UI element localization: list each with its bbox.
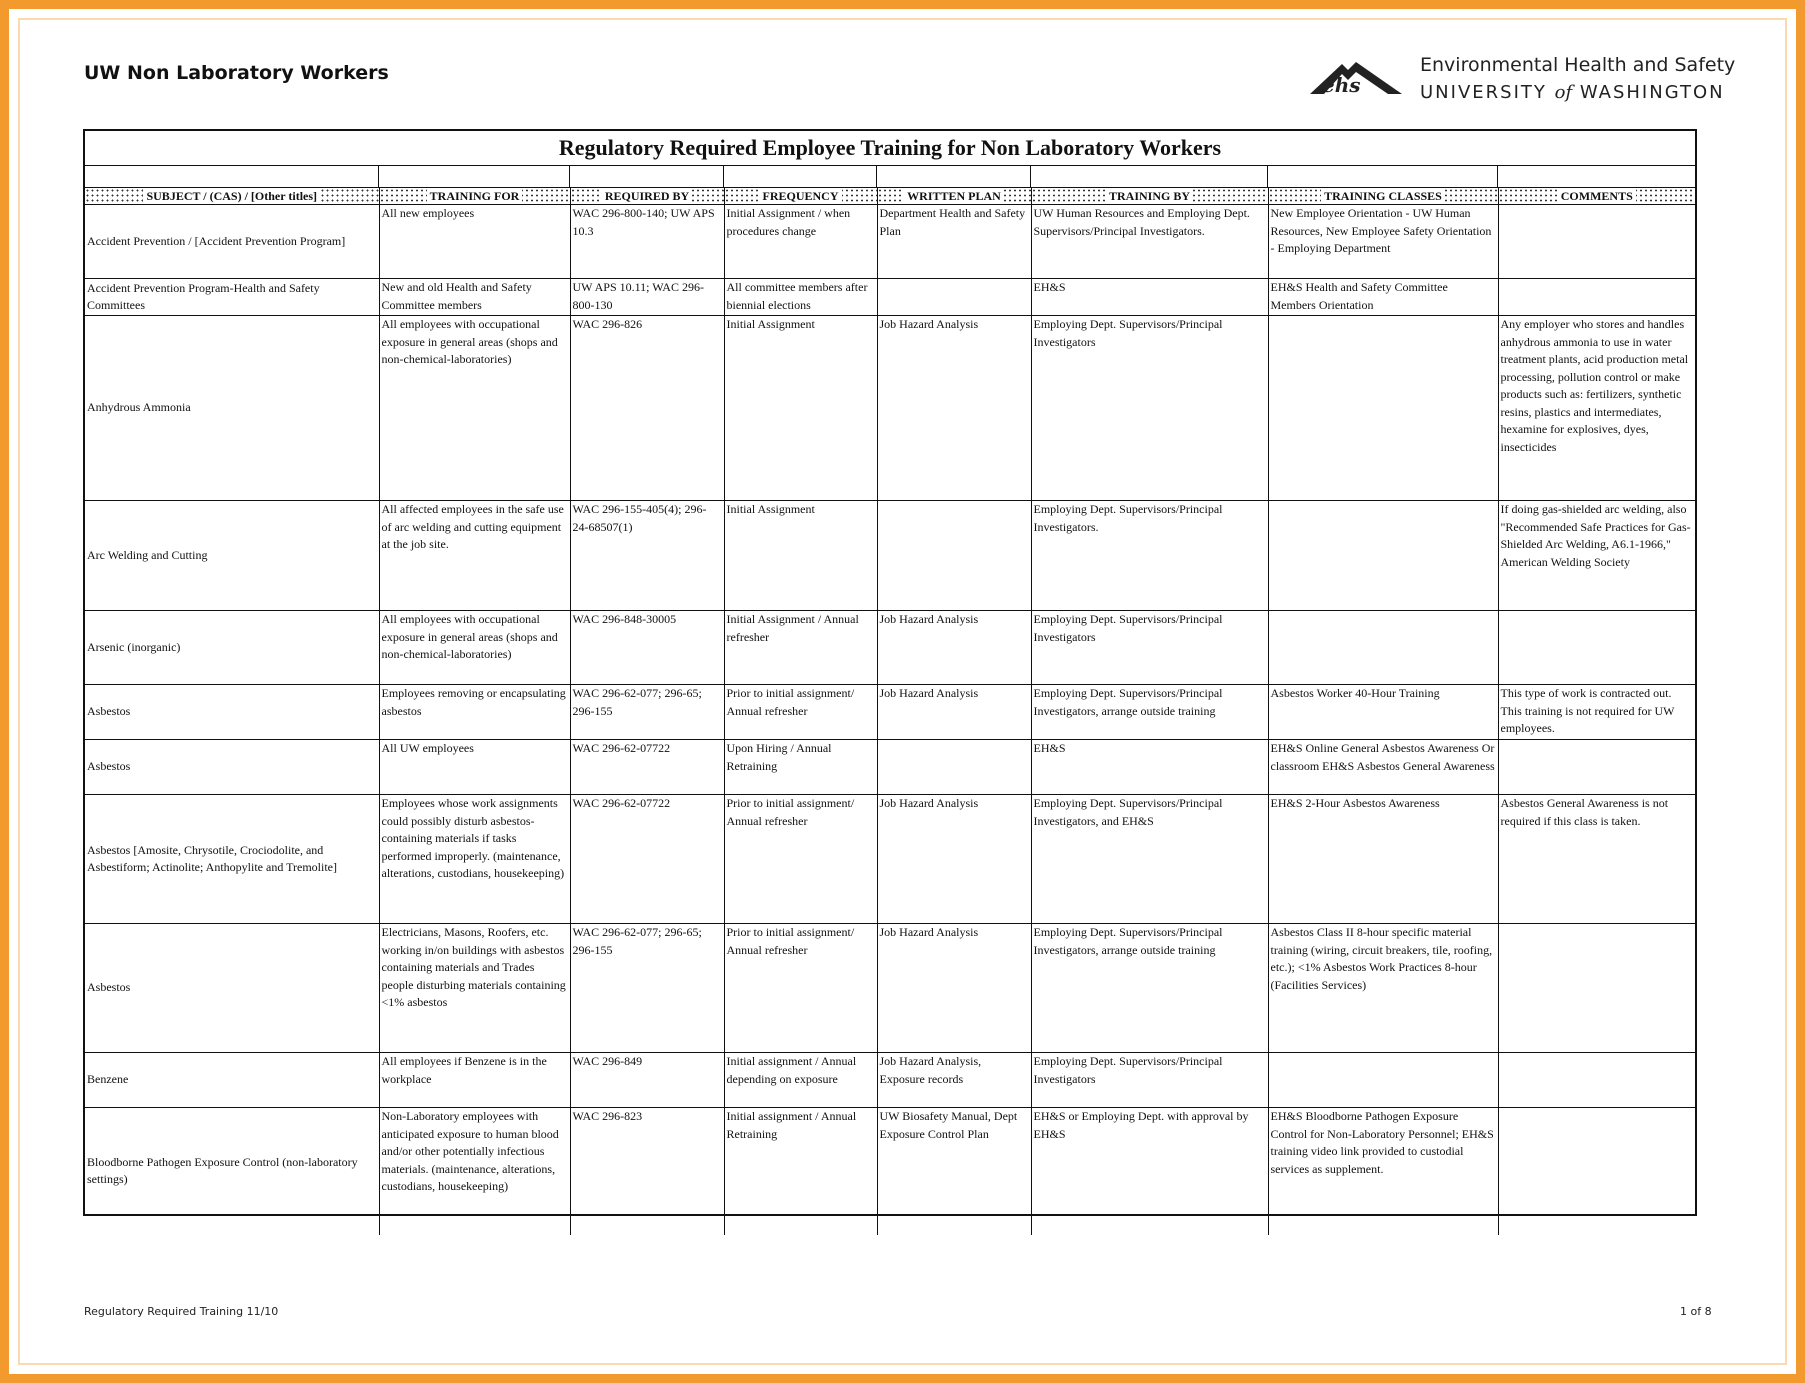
cell-comments: This type of work is contracted out. This training is not required for UW employees. xyxy=(1498,685,1695,740)
cell-training-for: All affected employees in the safe use of arc welding and cutting equipment at the job site. xyxy=(379,501,570,611)
column-header-required-by: REQUIRED BY xyxy=(570,188,724,205)
cell-training-classes: EH&S 2-Hour Asbestos Awareness xyxy=(1268,795,1498,924)
cell-comments xyxy=(1498,279,1695,316)
cell-training-classes: Asbestos Class II 8-hour specific material training (wiring, circuit breakers, tile, roofing, etc.); <1% Asbestos Work Practices 8-hour (Facilities Services) xyxy=(1268,924,1498,1053)
cell-comments xyxy=(1498,205,1695,279)
cell-comments: Asbestos General Awareness is not required if this class is taken. xyxy=(1498,795,1695,924)
cell-written-plan xyxy=(877,501,1031,611)
footer-page-number: 1 of 8 xyxy=(1680,1305,1712,1318)
cell-training-for: Employees removing or encapsulating asbestos xyxy=(379,685,570,740)
cell-frequency: Initial Assignment xyxy=(724,316,877,501)
table-row xyxy=(85,205,1695,279)
logo-of: of xyxy=(1554,82,1573,103)
cell-training-for: All employees with occupational exposure in general areas (shops and non-chemical-laboratories) xyxy=(379,316,570,501)
cell-subject: Anhydrous Ammonia xyxy=(85,316,379,501)
uw-ehs-logo xyxy=(1308,52,1736,112)
cell-required-by: WAC 296-62-077; 296-65; 296-155 xyxy=(570,924,724,1053)
cell-training-for: All new employees xyxy=(379,205,570,279)
table-row xyxy=(85,1108,1695,1235)
cell-subject: Accident Prevention Program-Health and Safety Committees xyxy=(85,279,379,316)
table-row xyxy=(85,685,1695,740)
cell-training-classes xyxy=(1268,316,1498,501)
cell-frequency: All committee members after biennial elections xyxy=(724,279,877,316)
table-row xyxy=(85,795,1695,924)
logo-washington: WASHINGTON xyxy=(1579,82,1725,103)
cell-required-by: WAC 296-62-07722 xyxy=(570,740,724,795)
cell-written-plan: UW Biosafety Manual, Dept Exposure Control Plan xyxy=(877,1108,1031,1235)
column-header-training-by: TRAINING BY xyxy=(1031,188,1268,205)
cell-subject: Arsenic (inorganic) xyxy=(85,611,379,685)
table-title: Regulatory Required Employee Training for Non Laboratory Workers xyxy=(85,131,1695,166)
training-table xyxy=(83,129,1697,1216)
cell-written-plan xyxy=(877,740,1031,795)
column-header-frequency: FREQUENCY xyxy=(724,188,877,205)
cell-required-by: WAC 296-823 xyxy=(570,1108,724,1235)
cell-written-plan xyxy=(877,279,1031,316)
cell-training-by: Employing Dept. Supervisors/Principal Investigators xyxy=(1031,1053,1268,1108)
cell-comments xyxy=(1498,740,1695,795)
cell-training-for: All employees with occupational exposure in general areas (shops and non-chemical-laboratories) xyxy=(379,611,570,685)
training-grid xyxy=(85,188,1695,1235)
cell-training-by: EH&S xyxy=(1031,279,1268,316)
cell-comments xyxy=(1498,611,1695,685)
cell-training-by: Employing Dept. Supervisors/Principal Investigators xyxy=(1031,611,1268,685)
cell-written-plan: Job Hazard Analysis, Exposure records xyxy=(877,1053,1031,1108)
cell-training-by: EH&S or Employing Dept. with approval by EH&S xyxy=(1031,1108,1268,1235)
cell-required-by: WAC 296-848-30005 xyxy=(570,611,724,685)
footer-document-id: Regulatory Required Training 11/10 xyxy=(84,1305,279,1318)
cell-training-classes xyxy=(1268,1053,1498,1108)
cell-required-by: WAC 296-62-077; 296-65; 296-155 xyxy=(570,685,724,740)
cell-written-plan: Job Hazard Analysis xyxy=(877,611,1031,685)
cell-subject: Asbestos xyxy=(85,685,379,740)
cell-frequency: Initial Assignment / Annual refresher xyxy=(724,611,877,685)
cell-training-for: Electricians, Masons, Roofers, etc. working in/on buildings with asbestos containing materials and Trades people disturbing materials containing <1% asbestos xyxy=(379,924,570,1053)
column-header-comments: COMMENTS xyxy=(1498,188,1695,205)
cell-frequency: Prior to initial assignment/ Annual refresher xyxy=(724,795,877,924)
cell-training-by: EH&S xyxy=(1031,740,1268,795)
cell-training-for: Non-Laboratory employees with anticipated exposure to human blood and/or other potentially infectious materials. (maintenance, alterations, custodians, housekeeping) xyxy=(379,1108,570,1235)
cell-training-for: Employees whose work assignments could possibly disturb asbestos-containing materials if tasks performed improperly. (maintenance, alterations, custodians, housekeeping) xyxy=(379,795,570,924)
cell-training-by: Employing Dept. Supervisors/Principal Investigators xyxy=(1031,316,1268,501)
svg-text:ehs: ehs xyxy=(1322,73,1361,97)
table-row xyxy=(85,501,1695,611)
table-row xyxy=(85,316,1695,501)
cell-frequency: Upon Hiring / Annual Retraining xyxy=(724,740,877,795)
cell-comments: If doing gas-shielded arc welding, also "Recommended Safe Practices for Gas-Shielded Arc Welding, A6.1-1966," American Welding Society xyxy=(1498,501,1695,611)
cell-frequency: Initial Assignment xyxy=(724,501,877,611)
table-row xyxy=(85,1053,1695,1108)
cell-training-classes: EH&S Health and Safety Committee Members Orientation xyxy=(1268,279,1498,316)
cell-subject: Accident Prevention / [Accident Prevention Program] xyxy=(85,205,379,279)
cell-training-by: Employing Dept. Supervisors/Principal Investigators, arrange outside training xyxy=(1031,924,1268,1053)
cell-written-plan: Job Hazard Analysis xyxy=(877,316,1031,501)
cell-written-plan: Job Hazard Analysis xyxy=(877,795,1031,924)
cell-training-classes xyxy=(1268,611,1498,685)
logo-university: UNIVERSITY xyxy=(1420,82,1547,103)
column-header-training-for: TRAINING FOR xyxy=(379,188,570,205)
cell-subject: Asbestos xyxy=(85,740,379,795)
cell-training-by: Employing Dept. Supervisors/Principal Investigators. xyxy=(1031,501,1268,611)
cell-training-for: All employees if Benzene is in the workplace xyxy=(379,1053,570,1108)
cell-required-by: UW APS 10.11; WAC 296-800-130 xyxy=(570,279,724,316)
cell-subject: Benzene xyxy=(85,1053,379,1108)
column-header-subject: SUBJECT / (CAS) / [Other titles] xyxy=(85,188,379,205)
table-row xyxy=(85,279,1695,316)
cell-written-plan: Department Health and Safety Plan xyxy=(877,205,1031,279)
cell-comments xyxy=(1498,1108,1695,1235)
cell-written-plan: Job Hazard Analysis xyxy=(877,685,1031,740)
document-header-title: UW Non Laboratory Workers xyxy=(84,62,389,84)
cell-training-by: UW Human Resources and Employing Dept. Supervisors/Principal Investigators. xyxy=(1031,205,1268,279)
cell-training-by: Employing Dept. Supervisors/Principal Investigators, and EH&S xyxy=(1031,795,1268,924)
cell-subject: Arc Welding and Cutting xyxy=(85,501,379,611)
cell-subject: Bloodborne Pathogen Exposure Control (non-laboratory settings) xyxy=(85,1108,379,1235)
table-row xyxy=(85,611,1695,685)
ehs-mountain-icon xyxy=(1308,58,1404,100)
table-header-row xyxy=(85,188,1695,205)
cell-frequency: Initial Assignment / when procedures change xyxy=(724,205,877,279)
cell-frequency: Initial assignment / Annual Retraining xyxy=(724,1108,877,1235)
table-row xyxy=(85,740,1695,795)
cell-training-for: All UW employees xyxy=(379,740,570,795)
cell-required-by: WAC 296-826 xyxy=(570,316,724,501)
cell-comments xyxy=(1498,924,1695,1053)
cell-frequency: Initial assignment / Annual depending on exposure xyxy=(724,1053,877,1108)
cell-training-by: Employing Dept. Supervisors/Principal Investigators, arrange outside training xyxy=(1031,685,1268,740)
table-spacer-row xyxy=(85,166,1695,188)
cell-training-classes: EH&S Bloodborne Pathogen Exposure Control for Non-Laboratory Personnel; EH&S training video link provided to custodial services as supplement. xyxy=(1268,1108,1498,1235)
cell-written-plan: Job Hazard Analysis xyxy=(877,924,1031,1053)
cell-frequency: Prior to initial assignment/ Annual refresher xyxy=(724,685,877,740)
cell-training-classes: Asbestos Worker 40-Hour Training xyxy=(1268,685,1498,740)
column-header-written-plan: WRITTEN PLAN xyxy=(877,188,1031,205)
column-header-training-classes: TRAINING CLASSES xyxy=(1268,188,1498,205)
logo-ehs-text: Environmental Health and Safety xyxy=(1420,54,1736,76)
cell-training-for: New and old Health and Safety Committee members xyxy=(379,279,570,316)
cell-required-by: WAC 296-155-405(4); 296-24-68507(1) xyxy=(570,501,724,611)
cell-frequency: Prior to initial assignment/ Annual refresher xyxy=(724,924,877,1053)
table-row xyxy=(85,924,1695,1053)
cell-comments xyxy=(1498,1053,1695,1108)
cell-comments: Any employer who stores and handles anhydrous ammonia to use in water treatment plants, acid production metal processing, pollution control or make products such as: fertilizers, synthetic resins, plastics and intermediates, hexamine for explosives, dyes, insecticides xyxy=(1498,316,1695,501)
cell-training-classes: New Employee Orientation - UW Human Resources, New Employee Safety Orientation - Employing Department xyxy=(1268,205,1498,279)
cell-required-by: WAC 296-800-140; UW APS 10.3 xyxy=(570,205,724,279)
cell-training-classes xyxy=(1268,501,1498,611)
cell-training-classes: EH&S Online General Asbestos Awareness Or classroom EH&S Asbestos General Awareness xyxy=(1268,740,1498,795)
cell-required-by: WAC 296-62-07722 xyxy=(570,795,724,924)
cell-subject: Asbestos [Amosite, Chrysotile, Crociodolite, and Asbestiform; Actinolite; Anthopylite and Tremolite] xyxy=(85,795,379,924)
cell-subject: Asbestos xyxy=(85,924,379,1053)
cell-required-by: WAC 296-849 xyxy=(570,1053,724,1108)
logo-university-text xyxy=(1420,82,1725,103)
table-body xyxy=(85,205,1695,1235)
